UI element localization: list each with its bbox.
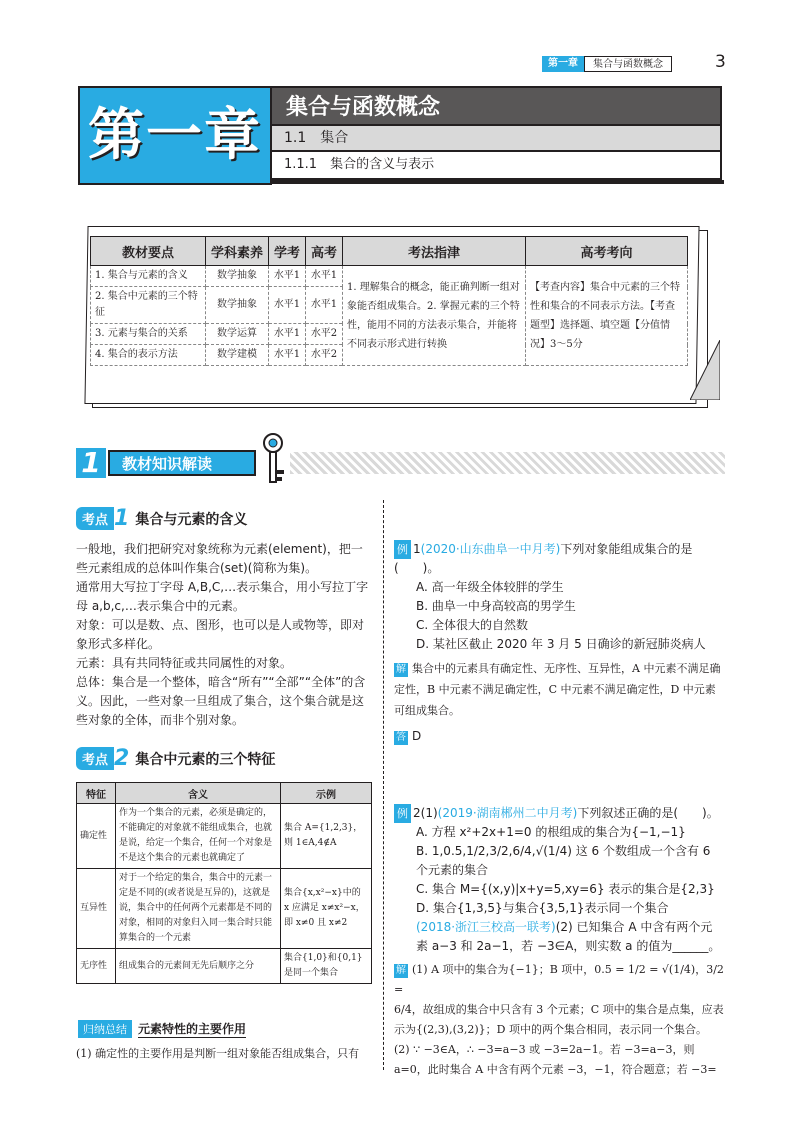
cell-feature: 互异性	[77, 869, 116, 949]
cell-gk: 水平1	[306, 287, 343, 324]
table-row	[91, 266, 688, 287]
table-row	[77, 869, 372, 949]
ex2-solution-2: 6/4，故组成的集合中只含有 3 个元素；C 项中的集合是点集，应表示为{(2,3),(3,2)}；D 项中的两个集合相同，表示同一个集合。	[394, 1003, 724, 1036]
kp2-heading	[76, 746, 275, 771]
section-number: 1	[76, 448, 106, 478]
col-header: 学科素养	[206, 237, 269, 266]
summary-title: 元素特性的主要作用	[138, 1022, 247, 1036]
ex2-option-c: C. 集合 M={(x,y)|x+y=5,xy=6} 表示的集合是{2,3}	[416, 882, 715, 896]
cell-literacy: 数学运算	[206, 324, 269, 345]
banner-shadow	[272, 180, 724, 184]
cell-xk: 水平1	[269, 266, 306, 287]
ex2-solution-3: (2) ∵ −3∈A，∴ −3=a−3 或 −3=2a−1。若 −3=a−3，则 a=0，此时集合 A 中含有两个元素 −3，−1，符合题意；若 −3=	[394, 1043, 717, 1076]
key-icon	[256, 432, 290, 490]
chapter-label: 第一章	[78, 86, 272, 185]
cell-point: 3. 元素与集合的关系	[91, 324, 206, 345]
cell-meaning: 对于一个给定的集合，集合中的元素一定是不同的(或者说是互异的)，这就是说，集合中的任何两个元素都是不同的对象，相同的对象归入同一集合时只能算集合的一个元素	[116, 869, 281, 949]
ex2-source: (2019·湖南郴州二中月考)	[437, 806, 578, 820]
ex1-option-b: B. 曲阜一中身高较高的男学生	[416, 599, 576, 613]
kp2-tag: 考点	[76, 747, 114, 770]
answer-icon: 答	[396, 732, 406, 743]
curriculum-table	[90, 236, 688, 366]
ex2-option-d: D. 集合{1,3,5}与集合{3,5,1}表示同一个集合	[416, 901, 669, 915]
cell-gk: 水平1	[306, 266, 343, 287]
cell-point: 4. 集合的表示方法	[91, 345, 206, 366]
kp1-tag: 考点	[76, 507, 114, 530]
kp1-p4: 元素：具有共同特征或共同属性的对象。	[76, 656, 293, 670]
cell-feature: 无序性	[77, 949, 116, 984]
ex2-part2-source: (2018·浙江三校高一联考)	[416, 920, 556, 934]
summary-heading	[78, 1020, 246, 1038]
column-divider	[383, 500, 384, 1070]
col-header: 高考考向	[526, 237, 688, 266]
cell-xk: 水平1	[269, 287, 306, 324]
running-header-chapter: 第一章	[542, 56, 584, 72]
kp1-heading	[76, 506, 247, 531]
col-header: 特征	[77, 783, 116, 804]
ex1-answer-text: D	[412, 729, 422, 743]
section-stripe	[290, 452, 725, 474]
solution-icon: 解	[396, 965, 406, 976]
cell-gk: 水平2	[306, 324, 343, 345]
ex1-option-c: C. 全体很大的自然数	[416, 618, 529, 632]
ex2-solution-1: (1) A 项中的集合为{−1}；B 项中，0.5 = 1/2 = √(1/4)，3/2 =	[394, 963, 724, 996]
col-header: 学考	[269, 237, 306, 266]
running-header	[542, 56, 672, 72]
solution-icon: 解	[396, 664, 406, 675]
ex2-part2	[394, 918, 724, 956]
ex1-question: 下列对象能组成集合的是( )。	[394, 542, 693, 575]
col-header: 考法指津	[343, 237, 526, 266]
col-header: 教材要点	[91, 237, 206, 266]
ex1-answer	[394, 727, 724, 746]
col-header: 含义	[116, 783, 281, 804]
kp2-num: 2	[114, 746, 130, 771]
cell-literacy: 数学抽象	[206, 266, 269, 287]
table-row	[77, 949, 372, 984]
ex1-solution	[394, 658, 724, 721]
ex2-option-b: B. 1,0.5,1/2,3/2,6/4,√(1/4) 这 6 个数组成一个含有 6 个元素的集合	[416, 844, 711, 877]
ex2-part2-question: (2) 已知集合 A 中含有两个元素 a−3 和 2a−1，若 −3∈A，则实数 a 的值为______。	[416, 920, 721, 953]
col-header: 高考	[306, 237, 343, 266]
ex2-solution	[394, 960, 724, 1080]
kp1-body	[76, 540, 374, 730]
kp1-num: 1	[114, 506, 130, 531]
cell-point: 1. 集合与元素的含义	[91, 266, 206, 287]
ex1-solution-text: 集合中的元素具有确定性、无序性、互异性，A 中元素不满足确定性，B 中元素不满足确定性，C 中元素不满足确定性，D 中元素可组成集合。	[394, 662, 721, 717]
summary-tag: 归纳总结	[78, 1020, 132, 1038]
cell-trend: 【考查内容】集合中元素的三个特性和集合的不同表示方法。【考查题型】选择题、填空题【分值情况】3～5分	[526, 266, 688, 366]
kp1-p1: 一般地，我们把研究对象统称为元素(element)，把一些元素组成的总体叫作集合(set)(简称为集)。	[76, 542, 363, 575]
cell-gk: 水平2	[306, 345, 343, 366]
ex2-question: 下列叙述正确的是( )。	[577, 806, 719, 820]
col-header: 示例	[281, 783, 372, 804]
chapter-title: 集合与函数概念	[270, 86, 722, 126]
table-row	[77, 804, 372, 869]
ex1-tag: 例	[394, 540, 411, 559]
feature-table	[76, 782, 372, 984]
summary-text: (1) 确定性的主要作用是判断一组对象能否组成集合，只有	[76, 1047, 360, 1060]
kp1-p2: 通常用大写拉丁字母 A,B,C,…表示集合，用小写拉丁字母 a,b,c,…表示集合中的元素。	[76, 580, 369, 613]
running-header-title: 集合与函数概念	[584, 56, 672, 72]
kp1-title: 集合与元素的含义	[135, 511, 248, 528]
ex2-num: 2(1)	[413, 806, 438, 820]
example-1	[394, 540, 724, 746]
ex1-num: 1	[413, 542, 421, 556]
cell-xk: 水平1	[269, 345, 306, 366]
ex1-option-a: A. 高一年级全体较胖的学生	[416, 580, 564, 594]
cell-point: 2. 集合中元素的三个特征	[91, 287, 206, 324]
cell-example: 集合{1,0}和{0,1}是同一个集合	[281, 949, 372, 984]
cell-meaning: 作为一个集合的元素，必须是确定的，不能确定的对象就不能组成集合，也就是说，给定一个集合，任何一个对象是不是这个集合的元素也就确定了	[116, 804, 281, 869]
cell-meaning: 组成集合的元素间无先后顺序之分	[116, 949, 281, 984]
kp1-p3: 对象：可以是数、点、图形，也可以是人或物等，即对象形式多样化。	[76, 618, 365, 651]
ex1-source: (2020·山东曲阜一中月考)	[420, 542, 561, 556]
kp1-p5: 总体：集合是一个整体，暗含“所有”“全部”“全体”的含义。因此，一些对象一旦组成了集合，这个集合就是这些对象的全体，而非个别对象。	[76, 675, 366, 727]
cell-guide: 1. 理解集合的概念，能正确判断一组对象能否组成集合。2. 掌握元素的三个特性，能用不同的方法表示集合，并能将不同表示形式进行转换	[343, 266, 526, 366]
kp2-title: 集合中元素的三个特征	[135, 751, 276, 768]
cell-example: 集合 A={1,2,3}，则 1∈A,4∉A	[281, 804, 372, 869]
ex2-tag: 例	[394, 804, 411, 823]
cell-xk: 水平1	[269, 324, 306, 345]
example-2	[394, 804, 724, 1080]
cell-feature: 确定性	[77, 804, 116, 869]
page-curl-icon	[690, 340, 720, 400]
cell-literacy: 数学抽象	[206, 287, 269, 324]
page-number: 3	[715, 52, 726, 72]
cell-example: 集合{x,x²−x}中的 x 应满足 x≠x²−x，即 x≠0 且 x≠2	[281, 869, 372, 949]
cell-literacy: 数学建模	[206, 345, 269, 366]
subsection-title: 1.1.1 集合的含义与表示	[270, 152, 722, 180]
section-label: 教材知识解读	[108, 450, 256, 476]
ex1-option-d: D. 某社区截止 2020 年 3 月 5 日确诊的新冠肺炎病人	[416, 637, 706, 651]
section-title: 1.1 集合	[270, 126, 722, 152]
ex2-option-a: A. 方程 x²+2x+1=0 的根组成的集合为{−1,−1}	[416, 825, 686, 839]
